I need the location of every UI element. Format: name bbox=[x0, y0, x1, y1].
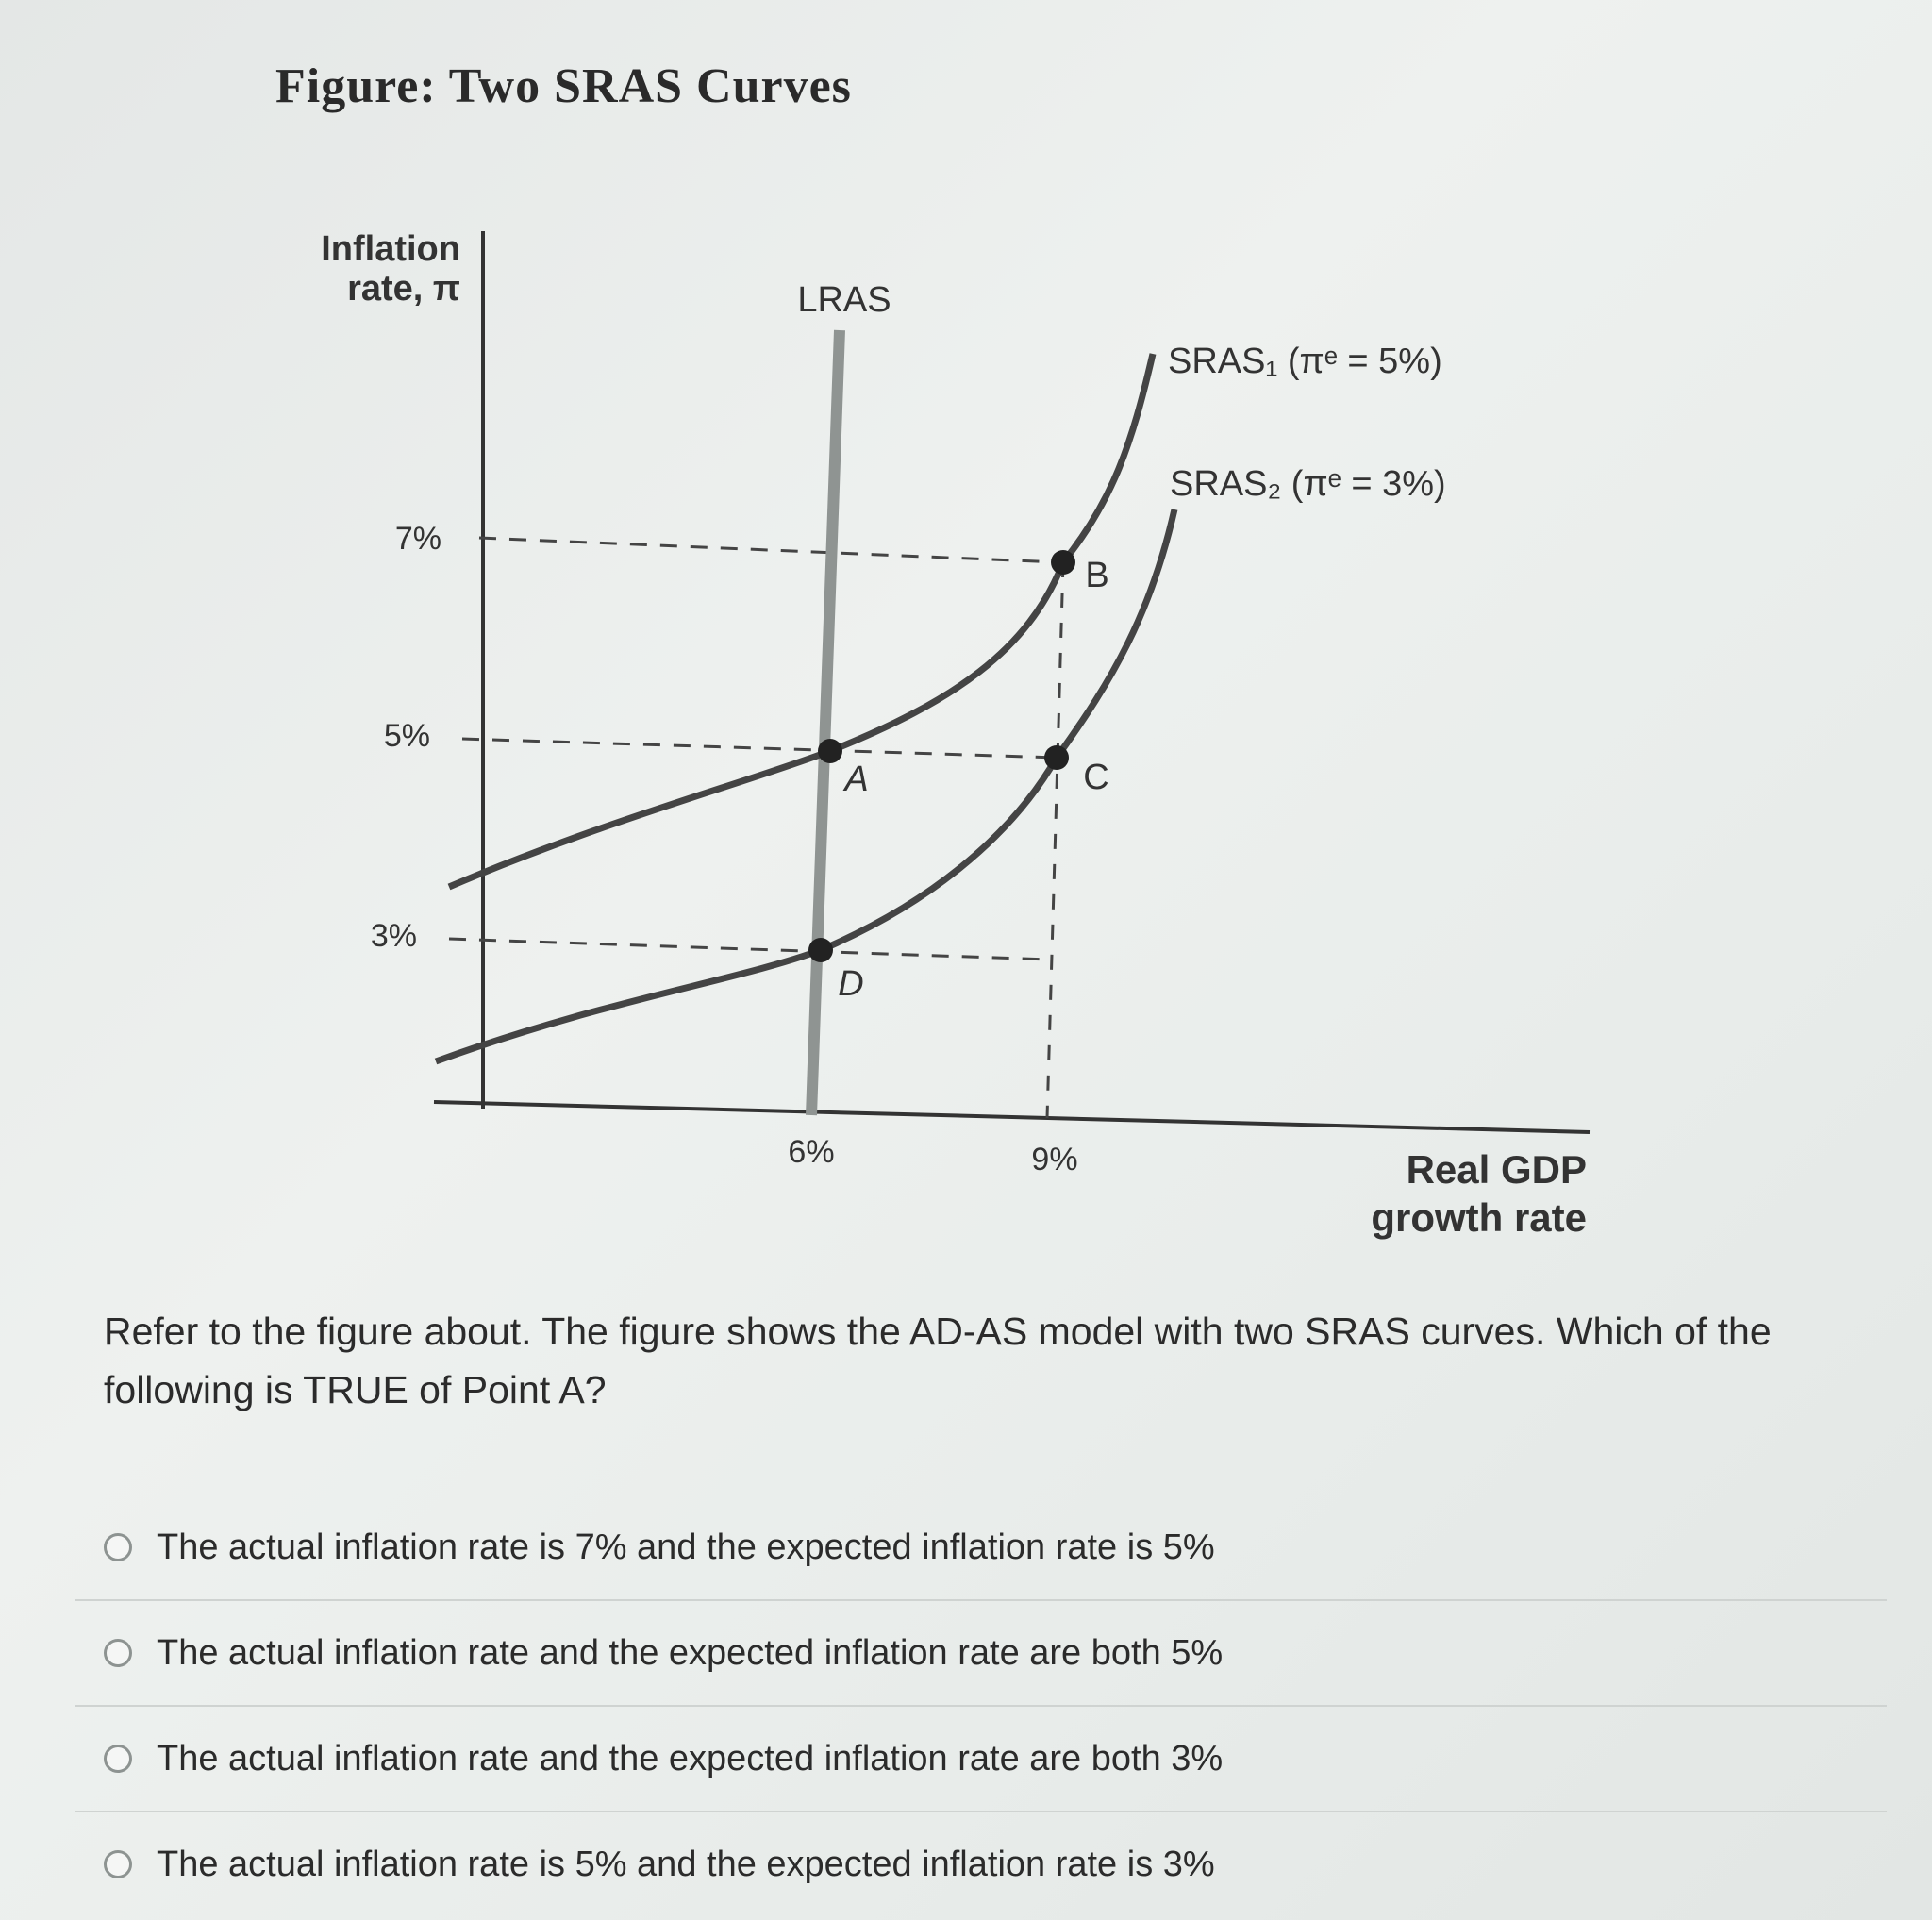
x-tick-6: 6% bbox=[788, 1134, 835, 1170]
lras-line bbox=[811, 330, 840, 1115]
option-2[interactable] bbox=[75, 1601, 1887, 1707]
question-text: Refer to the figure about. The figure shows the AD-AS model with two SRAS curves. Which of the following is TRUE of Point A? bbox=[104, 1310, 1772, 1411]
guide-7 bbox=[479, 538, 1058, 562]
point-b-label: B bbox=[1085, 556, 1109, 595]
sras2-label: SRAS₂ (πᵉ = 3%) bbox=[1170, 464, 1446, 504]
point-c-marker bbox=[1044, 745, 1069, 770]
point-b-marker bbox=[1051, 550, 1075, 575]
guide-5 bbox=[462, 739, 1057, 758]
radio-button-icon[interactable] bbox=[104, 1639, 132, 1667]
option-4-label[interactable]: The actual inflation rate is 5% and the expected inflation rate is 3% bbox=[157, 1844, 1215, 1884]
option-3-label[interactable]: The actual inflation rate and the expected inflation rate are both 3% bbox=[157, 1738, 1224, 1778]
x-tick-9: 9% bbox=[1031, 1142, 1078, 1177]
x-axis-label-line2: growth rate bbox=[1371, 1195, 1587, 1240]
x-axis-label-line1: Real GDP bbox=[1406, 1147, 1587, 1192]
lras-label: LRAS bbox=[797, 280, 891, 320]
point-a-label: A bbox=[844, 760, 869, 799]
option-2-label[interactable]: The actual inflation rate and the expected inflation rate are both 5% bbox=[157, 1632, 1224, 1673]
y-axis-label-line1: Inflation bbox=[321, 229, 460, 269]
sras1-curve bbox=[449, 354, 1153, 887]
radio-button-icon[interactable] bbox=[104, 1745, 132, 1773]
point-d-marker bbox=[808, 938, 833, 962]
y-axis-label-line2: rate, π bbox=[347, 269, 460, 309]
x-axis bbox=[434, 1102, 1590, 1132]
option-3[interactable] bbox=[75, 1707, 1887, 1812]
radio-button-icon[interactable] bbox=[104, 1850, 132, 1878]
radio-button-icon[interactable] bbox=[104, 1533, 132, 1561]
figure-title: Figure: Two SRAS Curves bbox=[275, 59, 852, 113]
y-tick-5: 5% bbox=[383, 718, 430, 754]
y-tick-3: 3% bbox=[370, 918, 417, 954]
sras2-curve bbox=[436, 509, 1174, 1061]
point-c-label: C bbox=[1083, 758, 1109, 797]
y-tick-7: 7% bbox=[394, 521, 441, 557]
option-4[interactable] bbox=[75, 1812, 1887, 1916]
point-d-label: D bbox=[838, 964, 864, 1004]
answer-options bbox=[75, 1495, 1887, 1916]
point-a-marker bbox=[818, 739, 842, 763]
sras1-label: SRAS₁ (πᵉ = 5%) bbox=[1168, 342, 1442, 381]
option-1[interactable] bbox=[75, 1495, 1887, 1601]
guide-9-vertical bbox=[1047, 562, 1063, 1118]
guide-3 bbox=[449, 939, 1049, 960]
option-1-label[interactable]: The actual inflation rate is 7% and the expected inflation rate is 5% bbox=[157, 1527, 1215, 1567]
